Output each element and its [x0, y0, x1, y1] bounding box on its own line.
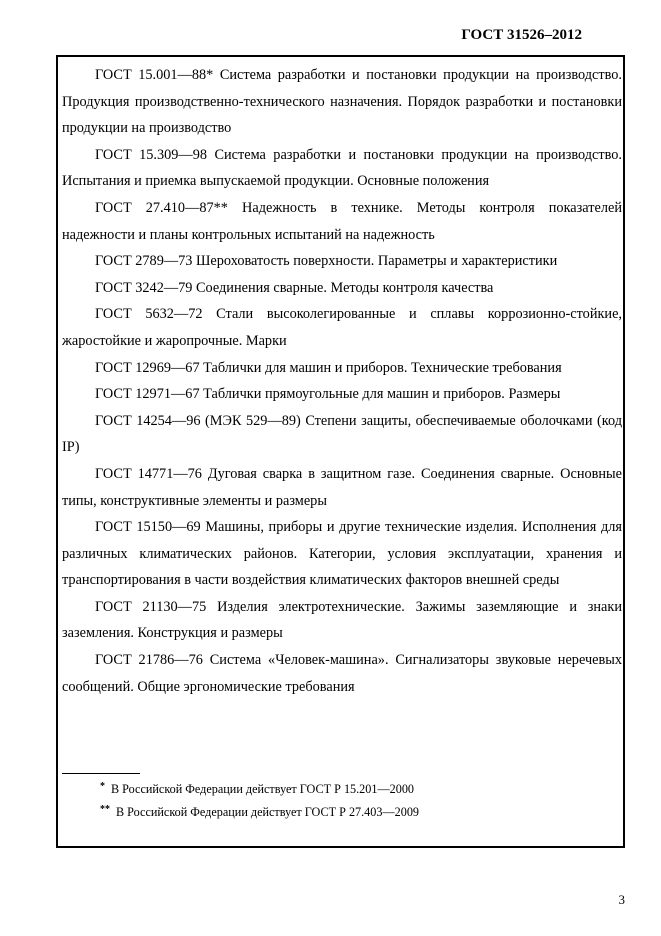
reference-list	[62, 62, 622, 700]
reference-item: ГОСТ 21786—76 Система «Человек-машина». Сигнализаторы звуковые неречевых сообщений. Общие эргономические требования	[62, 652, 622, 695]
footnote	[100, 804, 419, 820]
footnote-mark: *	[100, 781, 105, 792]
reference-item: ГОСТ 12971—67 Таблички прямоугольные для машин и приборов. Размеры	[95, 386, 561, 403]
footnote-text: В Российской Федерации действует ГОСТ Р 27.403—2009	[116, 805, 420, 819]
reference-item: ГОСТ 15.309—98 Система разработки и постановки продукции на производство. Испытания и приемка выпускаемой продукции. Основные положения	[62, 146, 622, 190]
reference-item: ГОСТ 14254—96 (МЭК 529—89) Степени защиты, обеспечиваемые оболочками (код IP)	[62, 412, 622, 456]
footnote-separator	[62, 773, 140, 774]
footnote	[100, 781, 414, 797]
reference-item: ГОСТ 12969—67 Таблички для машин и приборов. Технические требования	[95, 359, 562, 376]
document-header: ГОСТ 31526–2012	[461, 27, 582, 43]
reference-item: ГОСТ 27.410—87** Надежность в технике. Методы контроля показателей надежности и планы контрольных испытаний на надежность	[62, 199, 622, 243]
page-number: 3	[618, 892, 625, 907]
reference-item: ГОСТ 21130—75 Изделия электротехнические. Зажимы заземляющие и знаки заземления. Конструкция и размеры	[62, 598, 622, 642]
reference-item: ГОСТ 5632—72 Стали высоколегированные и сплавы коррозионно-стойкие, жаростойкие и жаропрочные. Марки	[62, 306, 622, 349]
footnote-mark: **	[100, 804, 110, 815]
reference-item: ГОСТ 14771—76 Дуговая сварка в защитном газе. Соединения сварные. Основные типы, конструктивные элементы и размеры	[62, 465, 622, 509]
reference-item: ГОСТ 3242—79 Соединения сварные. Методы контроля качества	[95, 279, 494, 296]
footnote-text: В Российской Федерации действует ГОСТ Р 15.201—2000	[111, 782, 415, 796]
reference-item: ГОСТ 15.001—88* Система разработки и постановки продукции на производство. Продукция производственно-технического назначения. Порядок разработки и постановки продукции на производство	[62, 67, 622, 137]
reference-item: ГОСТ 2789—73 Шероховатость поверхности. Параметры и характеристики	[95, 253, 558, 270]
reference-item: ГОСТ 15150—69 Машины, приборы и другие технические изделия. Исполнения для различных климатических районов. Категории, условия эксплуатации, хранения и транспортирования в части воздействия климатических факторов внешней среды	[62, 519, 622, 589]
